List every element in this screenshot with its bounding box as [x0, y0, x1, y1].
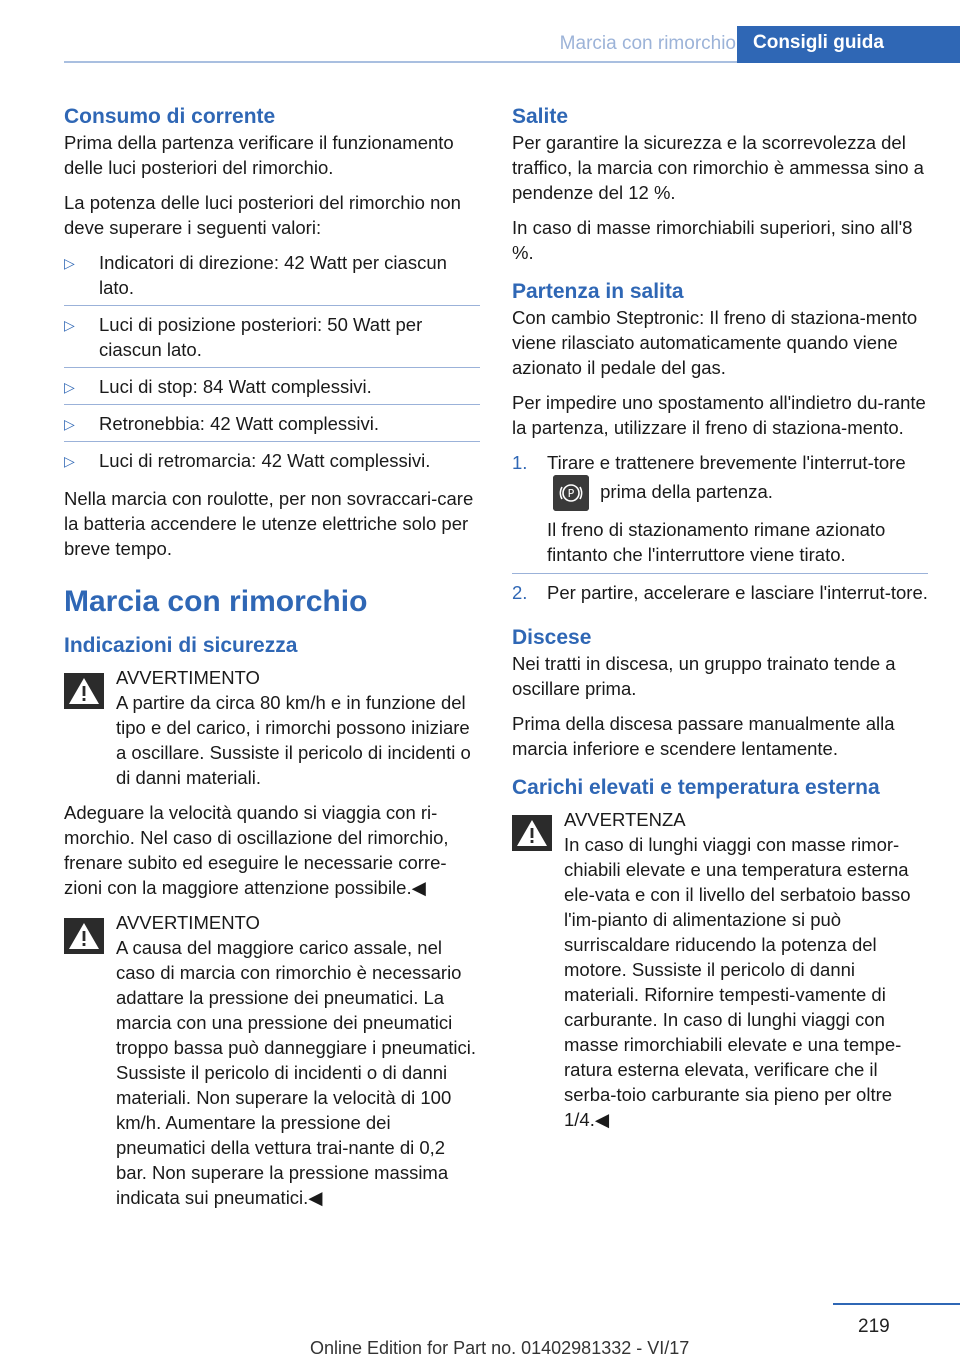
warning-text: A partire da circa 80 km/h e in funzione del tipo e del carico, i rimorchi possono iniziare a oscillare. Sussiste il pericolo di incidenti o di danni materiali. [116, 692, 471, 788]
step-note: Il freno di stazionamento rimane azionato fintanto che l'interruttore viene tirato. [547, 519, 886, 565]
warning-triangle-icon [64, 673, 104, 709]
paragraph: Nei tratti in discesa, un gruppo trainato tende a oscillare prima. [512, 653, 896, 699]
list-item: ▷ Luci di retromarcia: 42 Watt complessivi. [64, 448, 480, 478]
paragraph: Per garantire la sicurezza e la scorrevolezza del traffico, la marcia con rimorchio è ammessa sino a pendenze del 12 %. [512, 132, 924, 203]
warning-triangle-icon [512, 815, 552, 851]
parking-brake-icon [553, 475, 589, 511]
paragraph: Adeguare la velocità quando si viaggia con ri‐morchio. Nel caso di oscillazione del rimorchio, frenare subito ed eseguire le necessarie corre‐zioni con la maggiore attenzione possibile.◀ [64, 802, 449, 898]
triangle-bullet-icon: ▷ [64, 255, 75, 271]
paragraph: In caso di masse rimorchiabili superiori, sino all'8 %. [512, 217, 913, 263]
list-item: ▷ Retronebbia: 42 Watt complessivi. [64, 411, 480, 442]
left-column [64, 104, 480, 1220]
step-number: 1. [512, 452, 528, 473]
svg-text:P: P [567, 487, 575, 500]
warning-block [512, 807, 928, 1132]
main-heading: Marcia con rimorchio [64, 585, 368, 618]
edition-footer: Online Edition for Part no. 01402981332 - VI/17 [310, 1338, 690, 1358]
steps-list [512, 450, 928, 611]
list-item: 2. Per partire, accelerare e lasciare l'interrut‐tore. [512, 582, 928, 603]
paragraph: Con cambio Steptronic: Il freno di staziona‐mento viene rilasciato automaticamente quando viene azionato il pedale del gas. [512, 307, 918, 378]
heading-discese: Discese [512, 626, 592, 649]
list-item: ▷ Luci di stop: 84 Watt complessivi. [64, 374, 480, 405]
right-column [512, 104, 928, 1142]
step-number: 2. [512, 582, 528, 603]
triangle-bullet-icon: ▷ [64, 416, 75, 432]
header-section-title: Marcia con rimorchio [559, 33, 736, 54]
list-item: 1. Tirare e trattenere brevemente l'interrut‐tore P prima della partenza. Il freno di stazionamento rimane azionato fintanto che l'interruttore viene tirato. [512, 450, 928, 574]
light-power-list [64, 250, 480, 478]
warning-block [64, 665, 480, 790]
warning-title: AVVERTIMENTO [116, 667, 260, 688]
warning-text: In caso di lunghi viaggi con masse rimor‐chiabili elevate e una temperatura esterna ele‐vata e con il livello del serbatoio basso l'im‐pianto di alimentazione si può surriscaldare riducendo la potenza del motore. Sussiste il pericolo di danni materiali. Rifornire tempesti‐vamente di carburante. In caso di lunghi viaggi con masse rimorchiabili elevate e una tempe‐ratura esterna elevata, verificare che il serba‐toio carburante sia pieno per oltre 1/4.◀ [564, 834, 911, 1130]
list-item: ▷ Luci di posizione posteriori: 50 Watt per ciascun lato. [64, 312, 480, 368]
page-number: 219 [858, 1316, 890, 1337]
paragraph: La potenza delle luci posteriori del rimorchio non deve superare i seguenti valori: [64, 192, 461, 238]
warning-title: AVVERTENZA [564, 809, 686, 830]
triangle-bullet-icon: ▷ [64, 453, 75, 469]
warning-text: A causa del maggiore carico assale, nel caso di marcia con rimorchio è necessario adattare la pressione dei pneumatici. La marcia con una pressione dei pneumatici troppo bassa può danneggiare i pneumatici. Sussiste il pericolo di incidenti o di danni materiali. Non superare la velocità di 100 km/h. Aumentare la pressione dei pneumatici della vettura trai‐nante di 0,2 bar. Non superare la pressione massima indicata sui pneumatici.◀ [116, 937, 476, 1208]
heading-consumo: Consumo di corrente [64, 105, 276, 128]
warning-block [64, 910, 480, 1210]
paragraph: Prima della partenza verificare il funzionamento delle luci posteriori del rimorchio. [64, 132, 454, 178]
warning-triangle-icon [64, 918, 104, 954]
heading-sicurezza: Indicazioni di sicurezza [64, 634, 298, 657]
heading-carichi: Carichi elevati e temperatura esterna [512, 776, 880, 799]
triangle-bullet-icon: ▷ [64, 317, 75, 333]
paragraph: Prima della discesa passare manualmente alla marcia inferiore e scendere lentamente. [512, 713, 895, 759]
heading-salite: Salite [512, 105, 569, 128]
header-chapter-tab: Consigli guida [737, 26, 960, 63]
footer-rule [833, 1303, 960, 1305]
list-item: ▷ Indicatori di direzione: 42 Watt per ciascun lato. [64, 250, 480, 306]
warning-title: AVVERTIMENTO [116, 912, 260, 933]
paragraph: Nella marcia con roulotte, per non sovraccari‐care la batteria accendere le utenze elettriche solo per breve tempo. [64, 488, 474, 559]
triangle-bullet-icon: ▷ [64, 379, 75, 395]
paragraph: Per impedire uno spostamento all'indietro du‐rante la partenza, utilizzare il freno di staziona‐mento. [512, 392, 926, 438]
heading-partenza: Partenza in salita [512, 280, 684, 303]
